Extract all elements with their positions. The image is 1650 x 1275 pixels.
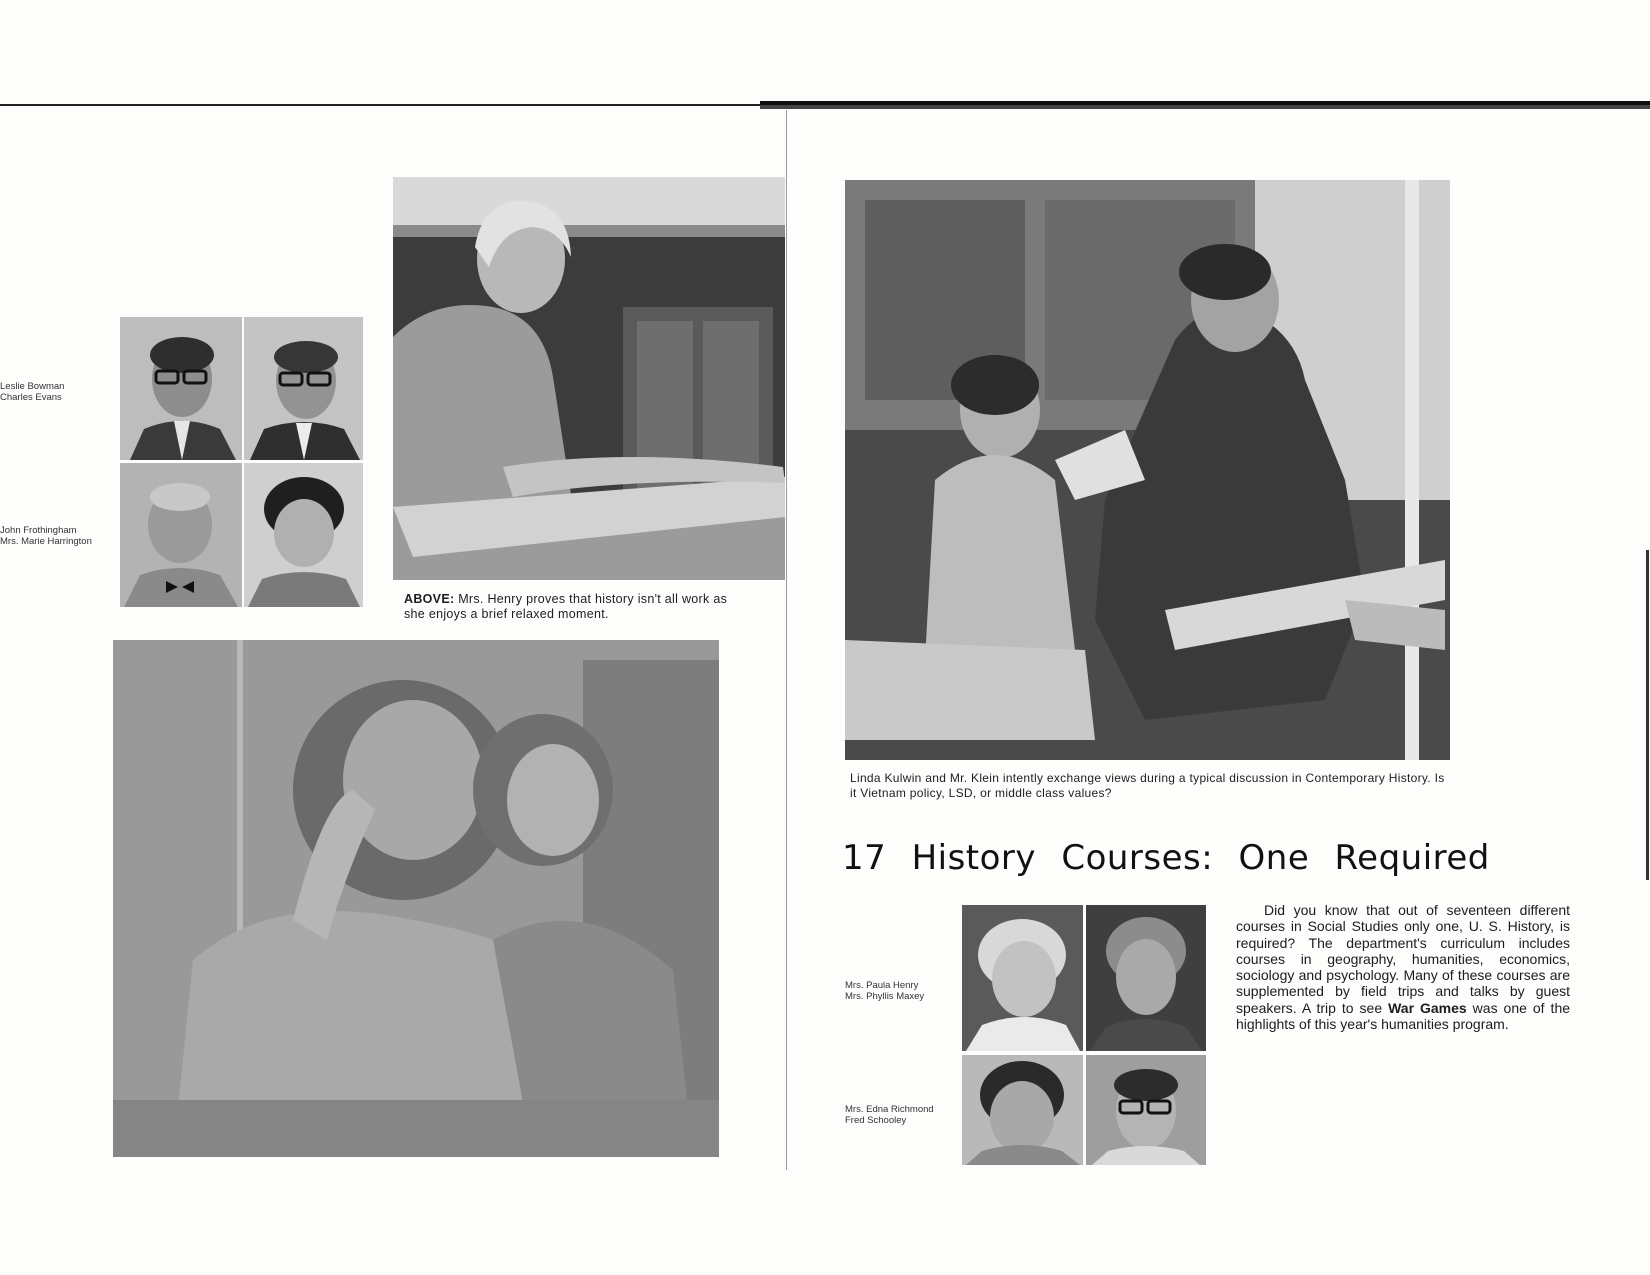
faculty-name: Mrs. Paula Henry — [845, 980, 919, 991]
page-edge-shadow — [1646, 550, 1649, 880]
faculty-name: Mrs. Edna Richmond — [845, 1104, 934, 1115]
portrait-photo — [120, 317, 242, 460]
faculty-names-group-2 — [0, 525, 92, 547]
classroom-discussion-photo — [845, 180, 1450, 760]
faculty-name: Leslie Bowman — [0, 381, 65, 392]
portrait-photo — [244, 317, 363, 460]
faculty-name: Mrs. Phyllis Maxey — [845, 991, 925, 1002]
teacher-photo-mrs-henry — [393, 177, 785, 580]
article-body-part-2: was one of the highlights of this year's humanities program. — [1236, 999, 1571, 1033]
film-title: War Games — [1388, 999, 1467, 1016]
faculty-name: Fred Schooley — [845, 1115, 907, 1126]
caption-text: Mrs. Henry proves that history isn't all work as she enjoys a brief relaxed moment. — [404, 592, 728, 621]
faculty-names-group-3 — [845, 980, 924, 1002]
faculty-names-group-1 — [0, 381, 64, 403]
faculty-names-group-4 — [845, 1104, 934, 1126]
photo-caption-discussion: Linda Kulwin and Mr. Klein intently exchange views during a typical discussion in Contemporary History. Is it Vietnam policy, LSD, or middle class values? — [850, 771, 1445, 800]
photo-caption-mrs-henry — [404, 592, 734, 622]
portrait-photo — [1086, 905, 1206, 1051]
article-body-part-1: Did you know that out of seventeen different courses in Social Studies only one, U. S. History, is required? The department's curriculum includes courses in geography, humanities, economics, sociology and psychology. Many of these courses are supplemented by field trips and talks by guest speakers. A trip to see — [1236, 902, 1570, 1016]
page-headline: 17 History Courses: One Required — [842, 838, 1490, 878]
portrait-photo — [120, 463, 242, 607]
page-gutter — [786, 110, 787, 1170]
faculty-name: Charles Evans — [0, 392, 62, 403]
portrait-photo — [962, 1055, 1083, 1165]
portrait-photo — [1086, 1055, 1206, 1165]
faculty-name: John Frothingham — [0, 525, 77, 536]
article-body — [1236, 902, 1570, 1032]
faculty-name: Mrs. Marie Harrington — [0, 536, 92, 547]
top-binding-edge-left — [0, 104, 790, 106]
portrait-photo — [962, 905, 1083, 1051]
top-binding-edge-right — [760, 101, 1650, 109]
students-listening-photo — [113, 640, 719, 1157]
portrait-photo — [244, 463, 363, 607]
caption-lead: ABOVE: — [404, 592, 455, 606]
